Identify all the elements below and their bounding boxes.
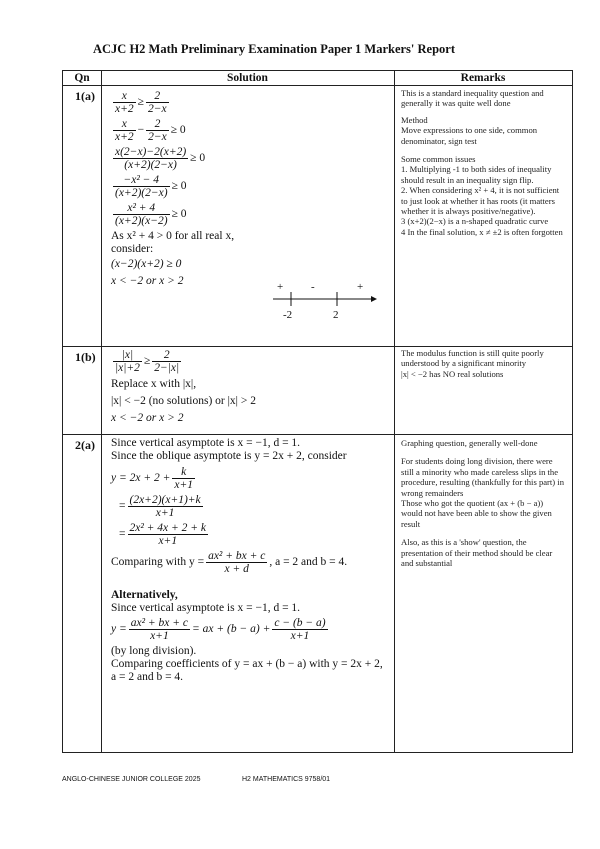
- question-label: 1(b): [75, 350, 96, 364]
- inequality-line: (x−2)(x+2) ≥ 0: [111, 258, 182, 270]
- oblique-asymptote-line: Since the oblique asymptote is y = 2x + 2, consider: [111, 450, 347, 462]
- sign-label: +: [277, 281, 284, 293]
- solution-1a: [111, 90, 394, 288]
- sign-number-line: [271, 283, 379, 323]
- vertical-asymptote-line: Since vertical asymptote is x = −1, d = 1.: [111, 437, 301, 449]
- alternatively-heading: Alternatively,: [111, 589, 178, 601]
- solution-1b: [111, 349, 394, 425]
- remarks-2a: Graphing question, generally well-done For students doing long division, there were still a minority who made careless slips in the procedure, resulting (thankfully for this part) in wrong remainders Those who got the quotient (ax + (b − a)) would not have been able to show the given result Also, as this is a 'show' question, the presentation of their method should be clear and substantial: [401, 438, 564, 569]
- case-line: |x| < −2 (no solutions) or |x| > 2: [111, 395, 256, 407]
- compare-line: Comparing with y = $\frac{\text{ax² + bx + c}}{x + d}$ , a = 2 and b = 4.: [111, 550, 348, 575]
- answer-2a: a = 2 and b = 4.: [111, 671, 184, 683]
- consider-line: consider:: [111, 243, 154, 255]
- step-1: $\frac{|x|}{|x|+2}$ ≥ $\frac{2}{2-|x|}$: [115, 349, 180, 374]
- step-3: $\frac{x(2-x)-2(x+2)}{(x+2)(2-x)}$ ≥ 0: [115, 146, 206, 171]
- answer-1a: x < −2 or x > 2: [111, 275, 184, 287]
- answer-1b: x < −2 or x > 2: [111, 412, 184, 424]
- column-divider: [101, 71, 102, 752]
- point-label: -2: [283, 309, 293, 321]
- as-line: As x² + 4 > 0 for all real x,: [111, 230, 235, 242]
- sign-label: +: [357, 281, 364, 293]
- step-2: x x+2 − $\frac{2}{2-x}$ ≥ 0: [115, 118, 186, 143]
- row-divider: [63, 434, 572, 435]
- eq-1: y = 2x + 2 + $\frac{k}{x+1}$: [111, 466, 193, 491]
- step-5: $\frac{\text{x² + 4}}{(x+2)(x-2)}$ ≥ 0: [115, 202, 187, 227]
- alt-asymptote-line: Since vertical asymptote is x = −1, d = 1.: [111, 602, 301, 614]
- question-label: 2(a): [75, 438, 95, 452]
- eq-3: = $\frac{\text{2x² + 4x + 2 + k}}{x+1}$: [119, 522, 207, 547]
- header-remarks: Remarks: [460, 72, 506, 84]
- point-label: 2: [333, 309, 339, 321]
- markers-report-table: [62, 70, 573, 753]
- alt-eq: y = $\frac{\text{ax² + bx + c}}{x+1}$ = ax + (b − a) + $\frac{c - (b - a)}{x+1}$: [111, 617, 326, 642]
- header-qn: Qn: [74, 72, 90, 84]
- header-divider: [63, 85, 572, 86]
- long-division-line: (by long division).: [111, 645, 197, 657]
- replace-line: Replace x with |x|,: [111, 378, 197, 390]
- page-title: ACJC H2 Math Preliminary Examination Paper 1 Markers' Report: [93, 42, 455, 56]
- footer-subject: H2 MATHEMATICS 9758/01: [242, 776, 331, 783]
- solution-2a: [111, 437, 394, 684]
- sign-label: -: [311, 281, 315, 293]
- step-4: $\frac{\text{−x² − 4}}{(x+2)(2-x)}$ ≥ 0: [115, 174, 187, 199]
- remarks-1a: This is a standard inequality question and generally it was quite well done Method Move expressions to one side, common denominator, sign test Some common issues 1. Multiplying -1 to both sides of inequality should result in an inequality sign flip. 2. When considering x² + 4, it is not sufficient to just look at whether it has roots (it matters whether it is always positive/negative). 3 (x+2)(2−x) is a n-shaped quadratic curve 4 In the final solution, x ≠ ±2 is often forgotten: [401, 88, 563, 237]
- remarks-1b: The modulus function is still quite poorly understood by a significant minority |x| < −2 has NO real solutions: [401, 348, 544, 379]
- compare-coefficients-line: Comparing coefficients of y = ax + (b − a) with y = 2x + 2,: [111, 658, 383, 670]
- step-1: $\frac{x}{x+2}$ ≥ $\frac{2}{2-x}$: [115, 90, 167, 115]
- column-divider: [394, 71, 395, 752]
- header-solution: Solution: [227, 72, 268, 84]
- question-label: 1(a): [75, 89, 95, 103]
- row-divider: [63, 346, 572, 347]
- eq-2: = $\frac{(2x+2)(x+1)+k}{x+1}$: [119, 494, 201, 519]
- footer-college: ANGLO-CHINESE JUNIOR COLLEGE 2025: [62, 776, 201, 783]
